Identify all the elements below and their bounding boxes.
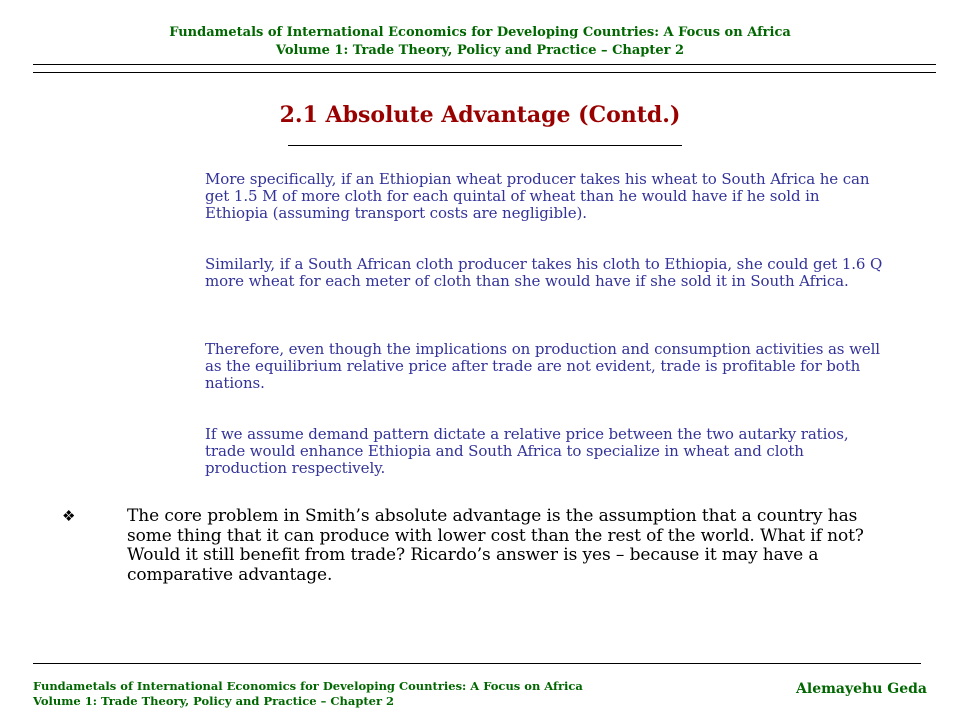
footer-divider xyxy=(33,663,921,664)
header-divider-bottom xyxy=(33,72,936,73)
paragraph-4: If we assume demand pattern dictate a relative price between the two autarky ratios, trade would enhance Ethiopia and South Africa to specialize in wheat and cloth production respectively. xyxy=(205,425,849,477)
bullet-text: The core problem in Smith’s absolute advantage is the assumption that a country has some thing that it can produce with lower cost than the rest of the world. What if not? Would it still benefit from trade? Ricardo’s answer is yes – because it may have a comparative advantage. xyxy=(127,506,864,585)
diamond-bullet-icon: ❖ xyxy=(62,507,76,525)
footer-subtitle-line: Volume 1: Trade Theory, Policy and Practice – Chapter 2 xyxy=(33,694,395,708)
author-name: Alemayehu Geda xyxy=(796,681,927,697)
paragraph-3: Therefore, even though the implications on production and consumption activities as well as the equilibrium relative price after trade are not evident, trade is profitable for both nations. xyxy=(205,340,880,392)
paragraph-2: Similarly, if a South African cloth producer takes his cloth to Ethiopia, she could get 1.6 Q more wheat for each meter of cloth than she would have if she sold it in South Africa. xyxy=(205,255,883,290)
title-underline xyxy=(288,145,682,146)
footer-title-line: Fundametals of International Economics for Developing Countries: A Focus on Africa xyxy=(33,679,583,693)
header-title-line: Fundametals of International Economics for Developing Countries: A Focus on Africa xyxy=(169,25,791,40)
header-subtitle-line: Volume 1: Trade Theory, Policy and Practice – Chapter 2 xyxy=(275,43,685,58)
slide-title: 2.1 Absolute Advantage (Contd.) xyxy=(279,102,681,128)
header-divider-top xyxy=(33,64,936,65)
paragraph-1: More specifically, if an Ethiopian wheat producer takes his wheat to South Africa he can get 1.5 M of more cloth for each quintal of wheat than he would have if he sold in Ethiopia (assuming transport costs are negligible). xyxy=(205,170,870,222)
